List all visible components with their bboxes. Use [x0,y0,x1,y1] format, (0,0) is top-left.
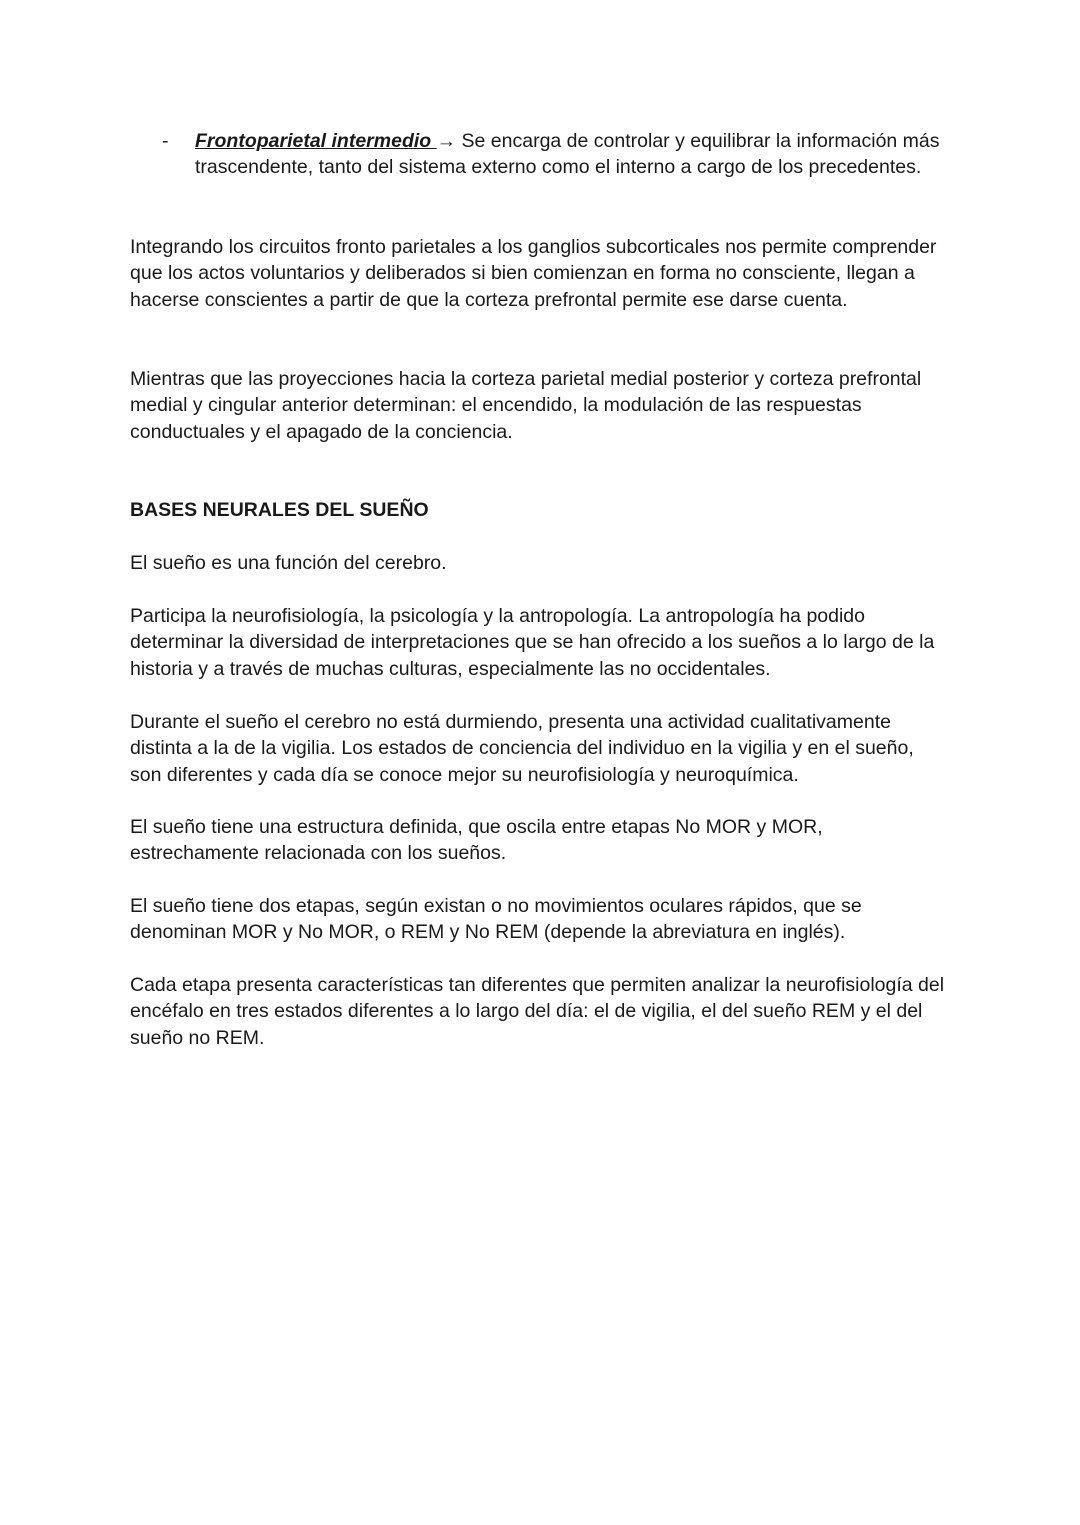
bullet-text [195,128,955,181]
section-heading: BASES NEURALES DEL SUEÑO [130,499,429,521]
paragraph-mientras: Mientras que las proyecciones hacia la corteza parietal medial posterior y corteza prefrontal medial y cingular anterior determinan: el encendido, la modulación de las respuestas conductuales y el apagado de la conciencia. [130,368,922,443]
term-frontoparietal-intermedio: Frontoparietal intermedio [195,130,437,152]
bullet-description: Se encarga de controlar y equilibrar la información más trascendente, tanto del sistema externo como el interno a cargo de los precedentes. [195,130,940,179]
paragraph-sueno-funcion: El sueño es una función del cerebro. [130,552,447,574]
paragraph-dos-etapas: El sueño tiene dos etapas, según existan o no movimientos oculares rápidos, que se denominan MOR y No MOR, o REM y No REM (depende la abreviatura en inglés). [130,895,862,944]
paragraph-participa: Participa la neurofisiología, la psicología y la antropología. La antropología ha podido determinar la diversidad de interpretaciones que se han ofrecido a los sueños a lo largo de la historia y a través de muchas culturas, especialmente las no occidentales. [130,605,935,680]
paragraph-estructura: El sueño tiene una estructura definida, que oscila entre etapas No MOR y MOR, estrechamente relacionada con los sueños. [130,816,823,865]
arrow-glyph: → [436,130,457,152]
bullet-dash: - [162,130,169,152]
paragraph-integrando: Integrando los circuitos fronto parietales a los ganglios subcorticales nos permite comprender que los actos voluntarios y deliberados si bien comienzan en forma no consciente, llegan a hacerse conscientes a partir de que la corteza prefrontal permite ese darse cuenta. [130,236,937,311]
paragraph-cada-etapa: Cada etapa presenta características tan diferentes que permiten analizar la neurofisiología del encéfalo en tres estados diferentes a lo largo del día: el de vigilia, el del sueño REM y el del sueño no REM. [130,974,945,1049]
paragraph-durante: Durante el sueño el cerebro no está durmiendo, presenta una actividad cualitativamente distinta a la de la vigilia. Los estados de conciencia del individuo en la vigilia y en el sueño, son diferentes y cada día se conoce mejor su neurofisiología y neuroquímica. [130,711,914,786]
